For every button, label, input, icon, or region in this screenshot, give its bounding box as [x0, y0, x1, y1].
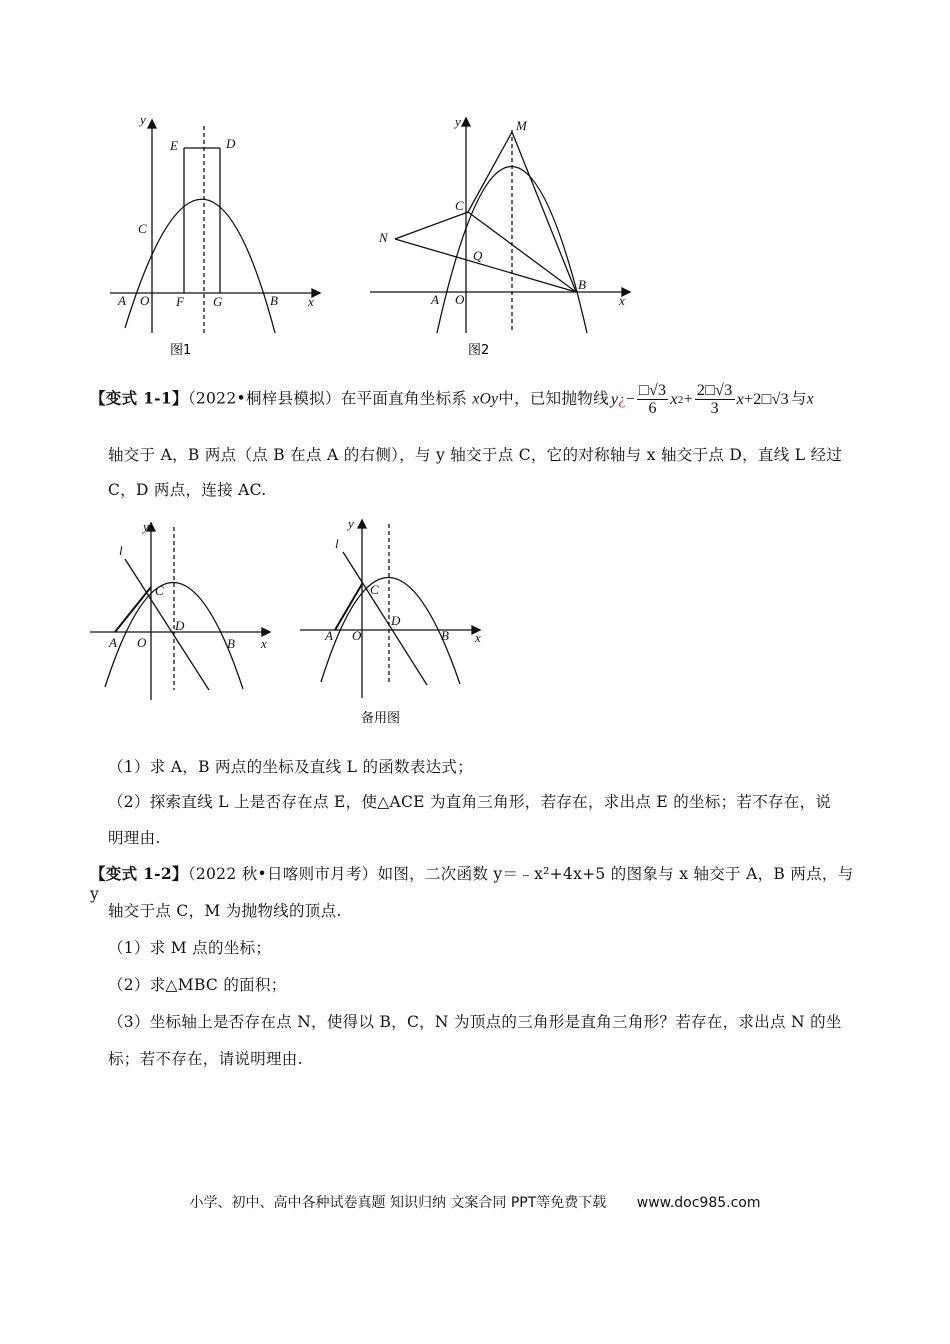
variant-1-2-q3-line2: 标；若不存在，请说明理由. [108, 1050, 303, 1068]
variant-1-2-line2: 轴交于点 C，M 为抛物线的顶点. [108, 902, 342, 920]
page-footer [0, 1192, 950, 1212]
parabola [125, 199, 275, 333]
label-D: D [391, 613, 401, 628]
label-l: l [335, 536, 339, 551]
variant-1-1-text-b: 中，已知抛物线 [498, 389, 609, 408]
label-B: B [270, 293, 278, 308]
line-l [125, 559, 209, 690]
variant-1-2-text: （2022 秋•日喀则市月考）如图，二次函数 y＝﹣x²+4x+5 的图象与 x 轴交于 A，B 两点，与 y [90, 865, 854, 903]
variant-1-1-tail: 与 [790, 389, 807, 408]
label-G: G [213, 294, 223, 309]
variant-1-1-tag: 【变式 1-1】 [90, 388, 188, 408]
label-C: C [138, 221, 147, 236]
label-D: D [226, 136, 236, 151]
segment-NB [395, 239, 576, 292]
variant-1-1-source: （2022•桐梓县模拟） [187, 389, 341, 408]
label-A: A [431, 292, 439, 307]
formula-sup2: 2 [677, 393, 684, 406]
label-O: O [140, 293, 150, 308]
footer-text: 小学、初中、高中各种试卷真题 知识归纳 文案合同 PPT等免费下载 [189, 1195, 607, 1211]
variant-1-1-text-a: 在平面直角坐标系 [340, 389, 468, 408]
formula-x2: x [670, 390, 678, 408]
figure-4-caption: 备用图 [361, 711, 401, 726]
label-B: B [227, 636, 235, 651]
formula-x: x [736, 390, 744, 408]
label-C: C [455, 198, 464, 213]
figure-4 [295, 512, 495, 732]
label-y: y [140, 112, 146, 127]
label-O: O [455, 292, 465, 307]
frac1-num: □√3 [639, 382, 667, 399]
label-O: O [137, 635, 147, 650]
label-x: x [619, 293, 625, 308]
variant-1-1-q2-line2: 明理由. [108, 829, 161, 847]
label-D: D [175, 618, 185, 633]
variant-1-2-q1: （1）求 M 点的坐标； [108, 939, 272, 957]
line-l [343, 552, 427, 685]
label-x: x [475, 630, 481, 645]
formula-y: y [610, 390, 619, 408]
figure-2-caption: 图2 [468, 343, 490, 358]
label-A: A [325, 628, 333, 643]
label-y: y [348, 516, 354, 531]
label-y: y [455, 114, 461, 129]
variant-1-2-q3-line1: （3）坐标轴上是否存在点 N，使得以 B，C，N 为顶点的三角形是直角三角形？若存在，求出点 N 的坐 [108, 1013, 842, 1031]
label-x: x [261, 636, 267, 651]
formula-const: □√3 [761, 390, 789, 408]
segment-NC [395, 212, 468, 239]
label-B: B [441, 628, 449, 643]
segment-CM [468, 132, 512, 212]
variant-1-1-x: x [806, 390, 814, 408]
variant-1-1 [90, 382, 865, 492]
variant-1-2-line1 [90, 864, 865, 904]
label-C: C [370, 582, 379, 597]
formula-frac1 [637, 382, 668, 417]
label-y: y [143, 519, 149, 534]
parabola [321, 577, 460, 684]
label-F: F [176, 294, 184, 309]
label-N: N [379, 230, 388, 245]
formula-frac2 [695, 382, 735, 417]
label-O: O [352, 628, 362, 643]
variant-1-2-tag: 【变式 1-2】 [90, 864, 188, 883]
variant-1-2-q2: （2）求△MBC 的面积； [108, 976, 287, 994]
formula-plus2: +2 [743, 390, 762, 408]
figure-1-caption: 图1 [170, 343, 192, 358]
label-C: C [155, 583, 164, 598]
frac2-den: 3 [710, 400, 719, 417]
formula-minus: − [625, 390, 636, 408]
label-A: A [109, 635, 117, 650]
variant-1-1-q2-line1: （2）探索直线 L 上是否存在点 E，使△ACE 为直角三角形，若存在，求出点 E 的坐标；若不存在，说 [108, 793, 832, 811]
footer-url[interactable]: www.doc985.com [636, 1195, 761, 1211]
label-Q: Q [473, 248, 483, 263]
label-x: x [308, 294, 314, 309]
variant-1-1-xoy: xOy [472, 390, 499, 408]
label-E: E [170, 138, 178, 153]
formula-glitch: ¿ [618, 390, 626, 408]
formula-plus1: + [683, 390, 693, 408]
variant-1-1-line3: C，D 两点，连接 AC. [108, 481, 267, 499]
label-B: B [578, 277, 586, 292]
variant-1-1-line2: 轴交于 A，B 两点（点 B 在点 A 的右侧），与 y 轴交于点 C，它的对称轴与 x 轴交于点 D，直线 L 经过 [108, 446, 843, 464]
variant-1-1-q1: （1）求 A，B 两点的坐标及直线 L 的函数表达式； [108, 758, 474, 776]
frac2-num: 2□√3 [696, 382, 733, 399]
frac1-den: 6 [648, 400, 657, 417]
parabola-formula [611, 382, 789, 417]
figure-3 [85, 515, 285, 705]
label-A: A [118, 293, 126, 308]
figure-2 [365, 108, 645, 363]
figure-1 [100, 108, 340, 363]
label-M: M [516, 118, 527, 133]
label-l: l [119, 543, 123, 558]
segment-AC [335, 584, 362, 630]
segment-AC [115, 587, 151, 632]
variant-1-1-line1 [90, 382, 814, 417]
